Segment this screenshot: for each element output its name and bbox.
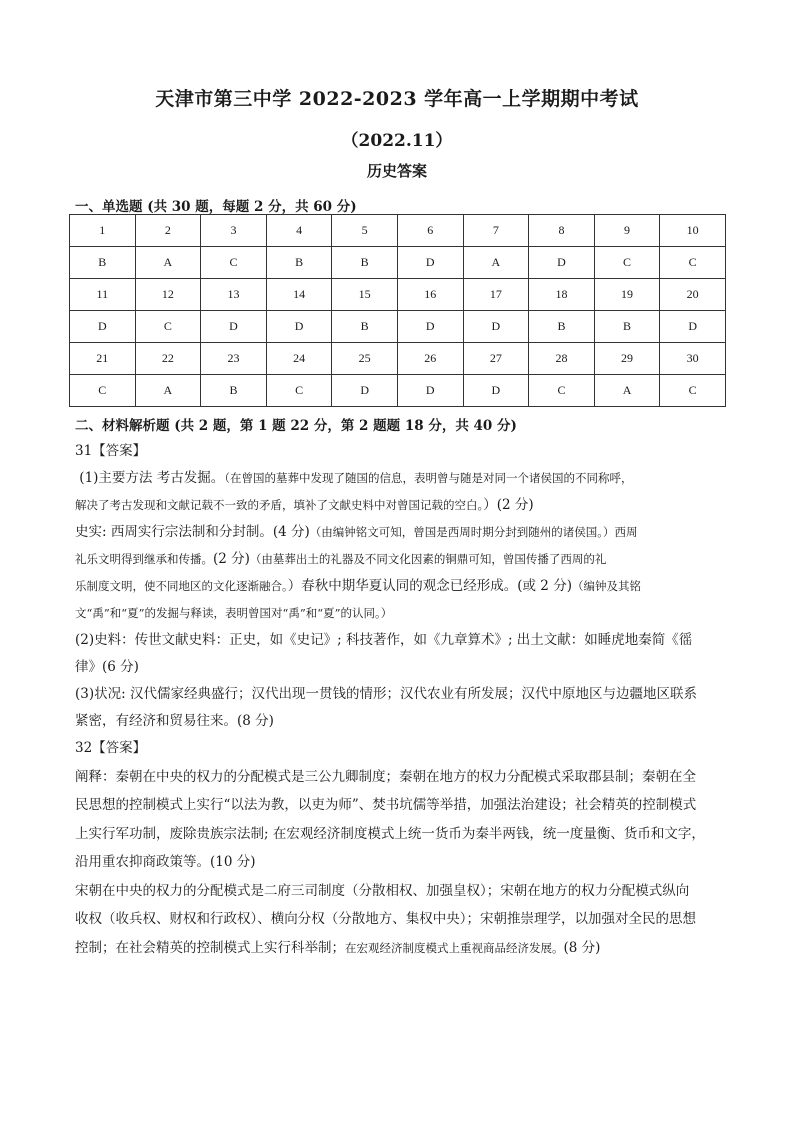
question-number-cell: 6	[397, 215, 463, 247]
question-number-cell: 25	[332, 343, 398, 375]
q31-p1-line2: 解决了考古发现和文献记载不一致的矛盾，填补了文献史料中对曾国记载的空白。）(2 分)	[75, 497, 534, 513]
q31-label: 31【答案】	[75, 443, 147, 459]
question-number-cell: 26	[397, 343, 463, 375]
answer-cell: D	[70, 311, 136, 343]
question-number-cell: 20	[660, 279, 726, 311]
question-number-cell: 27	[463, 343, 529, 375]
q31-p2-line1: 史实: 西周实行宗法制和分封制。(4 分)（由编钟铭文可知，曾国是西周时期分封到随州的诸侯国。）西周	[75, 524, 638, 540]
exam-title: 天津市第三中学 2022-2023 学年高一上学期期中考试	[155, 88, 639, 110]
answer-cell: C	[529, 375, 595, 407]
question-number-cell: 9	[594, 215, 660, 247]
question-number-cell: 24	[266, 343, 332, 375]
question-number-cell: 13	[201, 279, 267, 311]
q31-p2-line2: 礼乐文明得到继承和传播。(2 分)（由墓葬出土的礼器及不同文化因素的铜鼎可知，曾国传播了西周的礼	[75, 551, 607, 567]
question-number-cell: 22	[135, 343, 201, 375]
q32-line4: 沿用重农抑商政策等。(10 分)	[75, 854, 256, 870]
question-number-cell: 30	[660, 343, 726, 375]
answer-cell: D	[463, 375, 529, 407]
question-number-row	[70, 343, 726, 375]
subject-title: 历史答案	[366, 162, 427, 180]
question-number-row	[70, 215, 726, 247]
question-number-cell: 4	[266, 215, 332, 247]
q32-line2: 民思想的控制模式上实行“以法为教，以吏为师”、焚书坑儒等举措，加强法治建设；社会精英的控制模式	[75, 797, 697, 813]
question-number-cell: 19	[594, 279, 660, 311]
answer-cell: B	[332, 311, 398, 343]
question-number-cell: 16	[397, 279, 463, 311]
question-number-cell: 17	[463, 279, 529, 311]
answer-cell: C	[660, 247, 726, 279]
answer-cell: D	[201, 311, 267, 343]
q32-line7: 控制；在社会精英的控制模式上实行科举制；在宏观经济制度模式上重视商品经济发展。(8 分)	[75, 939, 601, 956]
question-number-cell: 5	[332, 215, 398, 247]
answer-cell: D	[397, 375, 463, 407]
question-number-cell: 7	[463, 215, 529, 247]
question-number-cell: 21	[70, 343, 136, 375]
answer-table	[69, 214, 726, 407]
q31-p2-line4: 文“禹”和“夏”的发掘与释读，表明曾国对“禹”和“夏”的认同。）	[75, 606, 393, 620]
question-number-cell: 18	[529, 279, 595, 311]
answer-cell: C	[594, 247, 660, 279]
q31-block	[75, 438, 727, 735]
answer-row	[70, 247, 726, 279]
answer-cell: D	[397, 311, 463, 343]
q32-line6: 收权（收兵权、财权和行政权）、横向分权（分散地方、集权中央）；宋朝推崇理学，以加强对全民的思想	[75, 911, 696, 927]
answer-row	[70, 311, 726, 343]
q32-block	[75, 734, 727, 962]
question-number-cell: 1	[70, 215, 136, 247]
answer-cell: D	[266, 311, 332, 343]
answer-cell: C	[660, 375, 726, 407]
question-number-cell: 8	[529, 215, 595, 247]
question-number-cell: 11	[70, 279, 136, 311]
answer-cell: B	[266, 247, 332, 279]
question-number-cell: 14	[266, 279, 332, 311]
answer-cell: D	[397, 247, 463, 279]
answer-cell: A	[594, 375, 660, 407]
answer-row	[70, 375, 726, 407]
answer-cell: A	[463, 247, 529, 279]
question-number-cell: 23	[201, 343, 267, 375]
answer-cell: C	[70, 375, 136, 407]
q31-p2-line3: 乐制度文明，使不同地区的文化逐渐融合。）春秋中期华夏认同的观念已经形成。(或 2 分)（编钟及其铭	[75, 578, 641, 594]
section1-heading: 一、单选题 (共 30 题，每题 2 分，共 60 分)	[75, 199, 357, 215]
question-number-cell: 2	[135, 215, 201, 247]
q32-label: 32【答案】	[75, 740, 147, 756]
answer-cell: B	[332, 247, 398, 279]
question-number-cell: 15	[332, 279, 398, 311]
q31-p1-line1: (1)主要方法 考古发掘。（在曾国的墓葬中发现了随国的信息，表明曾与随是对同一个诸侯国的不同称呼，	[79, 470, 633, 486]
section2-heading: 二、材料解析题 (共 2 题，第 1 题 22 分，第 2 题题 18 分，共 40 分)	[75, 418, 517, 434]
q32-line3: 上实行军功制，废除贵族宗法制; 在宏观经济制度模式上统一货币为秦半两钱，统一度量衡、货币和文字，	[75, 825, 705, 842]
answer-cell: C	[201, 247, 267, 279]
q31-p3-line2: 律》(6 分)	[75, 659, 139, 675]
q31-p3-line1: (2)史料：传世文献史料：正史，如《史记》; 科技著作，如《九章算术》; 出土文献：如睡虎地秦简《徭	[75, 632, 693, 648]
answer-cell: D	[332, 375, 398, 407]
q31-p4-line2: 紧密，有经济和贸易往来。(8 分)	[75, 713, 274, 729]
answer-cell: C	[135, 311, 201, 343]
question-number-cell: 28	[529, 343, 595, 375]
question-number-cell: 3	[201, 215, 267, 247]
question-number-cell: 10	[660, 215, 726, 247]
question-number-cell: 12	[135, 279, 201, 311]
answer-cell: D	[463, 311, 529, 343]
answer-cell: A	[135, 247, 201, 279]
q31-p4-line1: (3)状况: 汉代儒家经典盛行；汉代出现一贯钱的情形；汉代农业有所发展；汉代中原地区与边疆地区联系	[75, 686, 697, 702]
question-number-cell: 29	[594, 343, 660, 375]
answer-cell: C	[266, 375, 332, 407]
answer-cell: B	[594, 311, 660, 343]
question-number-row	[70, 279, 726, 311]
q32-line5: 宋朝在中央的权力的分配模式是二府三司制度（分散相权、加强皇权）；宋朝在地方的权力分配模式纵向	[75, 882, 690, 899]
answer-cell: D	[529, 247, 595, 279]
answer-cell: A	[135, 375, 201, 407]
answer-cell: B	[201, 375, 267, 407]
answer-cell: B	[529, 311, 595, 343]
answer-cell: B	[70, 247, 136, 279]
answer-cell: D	[660, 311, 726, 343]
exam-date: （2022.11）	[341, 131, 453, 151]
q32-line1: 阐释：秦朝在中央的权力的分配模式是三公九卿制度；秦朝在地方的权力分配模式采取郡县制；秦朝在全	[75, 768, 696, 785]
